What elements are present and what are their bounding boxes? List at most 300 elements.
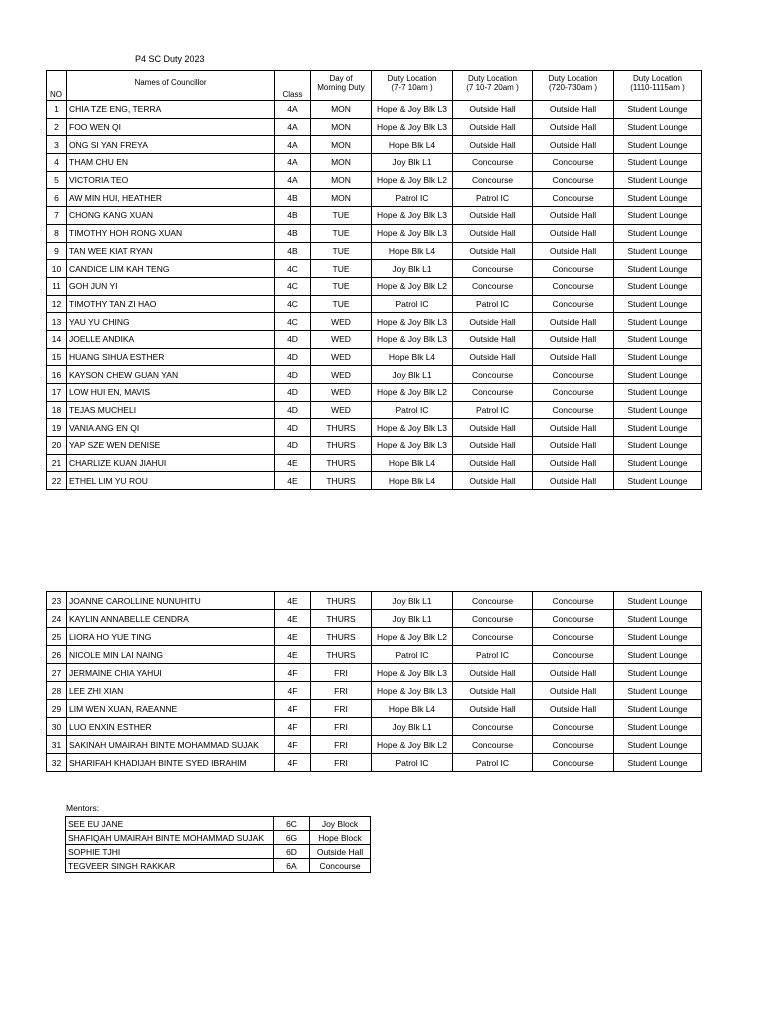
cell-name: AW MIN HUI, HEATHER [67,189,275,207]
cell-name: ETHEL LIM YU ROU [67,472,275,490]
cell-location-4: Student Lounge [614,646,702,664]
cell-location-3: Concourse [533,610,614,628]
cell-location-4: Student Lounge [614,295,702,313]
cell-no: 6 [47,189,67,207]
mentor-class: 6A [274,859,310,873]
cell-no: 31 [47,736,67,754]
cell-day: MON [311,154,372,172]
cell-day: THURS [311,646,372,664]
mentor-class: 6G [274,831,310,845]
cell-class: 4B [275,207,311,225]
cell-location-4: Student Lounge [614,171,702,189]
cell-no: 30 [47,718,67,736]
cell-name: JERMAINE CHIA YAHUI [67,664,275,682]
table-row [47,419,702,437]
mentor-name: SEE EU JANE [66,817,274,831]
cell-location-2: Outside Hall [453,207,533,225]
duty-table-part-2 [46,591,702,772]
cell-class: 4D [275,419,311,437]
header-location-4-line1: Duty Location [633,74,682,83]
cell-no: 19 [47,419,67,437]
cell-location-2: Outside Hall [453,472,533,490]
cell-location-3: Outside Hall [533,242,614,260]
cell-location-3: Concourse [533,295,614,313]
cell-class: 4F [275,664,311,682]
cell-location-4: Student Lounge [614,136,702,154]
cell-location-1: Hope & Joy Blk L3 [372,330,453,348]
cell-name: YAU YU CHING [67,313,275,331]
cell-location-2: Concourse [453,366,533,384]
cell-location-1: Hope & Joy Blk L2 [372,171,453,189]
cell-location-2: Patrol IC [453,646,533,664]
cell-location-4: Student Lounge [614,260,702,278]
cell-day: THURS [311,592,372,610]
cell-location-1: Hope & Joy Blk L3 [372,419,453,437]
cell-location-1: Hope Blk L4 [372,700,453,718]
cell-location-3: Concourse [533,754,614,772]
mentor-class: 6C [274,817,310,831]
cell-name: KAYSON CHEW GUAN YAN [67,366,275,384]
cell-location-3: Concourse [533,277,614,295]
cell-name: LOW HUI EN, MAVIS [67,384,275,402]
cell-no: 21 [47,454,67,472]
cell-no: 5 [47,171,67,189]
cell-no: 17 [47,384,67,402]
cell-day: MON [311,189,372,207]
cell-location-3: Concourse [533,736,614,754]
mentor-location: Joy Block [310,817,371,831]
cell-location-4: Student Lounge [614,348,702,366]
cell-class: 4B [275,224,311,242]
cell-name: SAKINAH UMAIRAH BINTE MOHAMMAD SUJAK [67,736,275,754]
cell-class: 4C [275,313,311,331]
table-row [47,348,702,366]
cell-location-2: Concourse [453,736,533,754]
table-row [47,330,702,348]
cell-location-3: Outside Hall [533,136,614,154]
cell-location-2: Concourse [453,277,533,295]
cell-location-1: Patrol IC [372,189,453,207]
cell-location-2: Concourse [453,154,533,172]
cell-location-1: Hope & Joy Blk L2 [372,628,453,646]
cell-day: MON [311,136,372,154]
cell-no: 1 [47,101,67,119]
cell-location-1: Hope & Joy Blk L3 [372,313,453,331]
cell-day: TUE [311,207,372,225]
table-row [47,718,702,736]
cell-name: CANDICE LIM KAH TENG [67,260,275,278]
cell-no: 3 [47,136,67,154]
cell-name: KAYLIN ANNABELLE CENDRA [67,610,275,628]
cell-no: 13 [47,313,67,331]
cell-class: 4A [275,171,311,189]
header-location-1-line1: Duty Location [387,74,437,83]
cell-day: FRI [311,682,372,700]
cell-location-3: Concourse [533,718,614,736]
mentors-label: Mentors: [66,803,100,813]
cell-day: MON [311,171,372,189]
cell-location-3: Outside Hall [533,419,614,437]
cell-no: 15 [47,348,67,366]
cell-class: 4F [275,718,311,736]
header-location-1 [372,71,453,101]
cell-no: 8 [47,224,67,242]
cell-location-2: Patrol IC [453,401,533,419]
cell-day: TUE [311,295,372,313]
cell-class: 4D [275,366,311,384]
cell-class: 4C [275,277,311,295]
cell-location-1: Hope & Joy Blk L3 [372,224,453,242]
table-row [47,189,702,207]
cell-day: THURS [311,437,372,455]
cell-day: THURS [311,419,372,437]
cell-no: 23 [47,592,67,610]
cell-no: 9 [47,242,67,260]
cell-location-4: Student Lounge [614,610,702,628]
table-row [47,366,702,384]
cell-location-2: Patrol IC [453,189,533,207]
cell-no: 16 [47,366,67,384]
cell-class: 4D [275,384,311,402]
cell-day: FRI [311,736,372,754]
cell-location-4: Student Lounge [614,277,702,295]
cell-no: 11 [47,277,67,295]
cell-location-3: Outside Hall [533,207,614,225]
cell-location-3: Outside Hall [533,700,614,718]
cell-day: TUE [311,224,372,242]
table-row [47,101,702,119]
cell-no: 27 [47,664,67,682]
cell-day: WED [311,401,372,419]
table-row [47,260,702,278]
cell-no: 29 [47,700,67,718]
cell-location-1: Hope & Joy Blk L2 [372,736,453,754]
cell-location-4: Student Lounge [614,437,702,455]
cell-location-4: Student Lounge [614,313,702,331]
cell-location-1: Hope Blk L4 [372,136,453,154]
cell-location-4: Student Lounge [614,242,702,260]
cell-name: TAN WEE KIAT RYAN [67,242,275,260]
table-row [47,154,702,172]
mentor-name: SOPHIE TJHI [66,845,274,859]
cell-no: 20 [47,437,67,455]
cell-location-2: Concourse [453,718,533,736]
cell-name: NICOLE MIN LAI NAING [67,646,275,664]
table-row [47,224,702,242]
cell-day: TUE [311,260,372,278]
cell-location-3: Outside Hall [533,664,614,682]
cell-no: 18 [47,401,67,419]
table-row [47,646,702,664]
mentor-row [66,831,371,845]
header-day-line2: Morning Duty [317,83,365,92]
cell-location-3: Outside Hall [533,454,614,472]
cell-location-4: Student Lounge [614,401,702,419]
cell-location-2: Outside Hall [453,330,533,348]
table-row [47,736,702,754]
cell-location-3: Outside Hall [533,472,614,490]
cell-class: 4E [275,610,311,628]
cell-location-2: Outside Hall [453,224,533,242]
cell-location-1: Hope & Joy Blk L3 [372,437,453,455]
cell-location-3: Outside Hall [533,348,614,366]
cell-day: FRI [311,700,372,718]
cell-name: JOANNE CAROLLINE NUNUHITU [67,592,275,610]
cell-location-4: Student Lounge [614,454,702,472]
cell-location-3: Concourse [533,628,614,646]
cell-name: VICTORIA TEO [67,171,275,189]
header-location-2-line2: (7 10-7 20am ) [466,83,519,92]
cell-location-4: Student Lounge [614,718,702,736]
mentor-row [66,817,371,831]
cell-name: LEE ZHI XIAN [67,682,275,700]
table-row [47,700,702,718]
cell-class: 4A [275,118,311,136]
cell-class: 4B [275,242,311,260]
cell-location-1: Hope & Joy Blk L3 [372,101,453,119]
cell-location-2: Concourse [453,628,533,646]
cell-location-2: Outside Hall [453,664,533,682]
table-row [47,472,702,490]
cell-location-2: Concourse [453,171,533,189]
cell-no: 25 [47,628,67,646]
table-row [47,628,702,646]
cell-name: THAM CHU EN [67,154,275,172]
table-row [47,277,702,295]
header-class: Class [275,71,311,101]
cell-class: 4E [275,454,311,472]
cell-location-2: Outside Hall [453,118,533,136]
mentor-location: Concourse [310,859,371,873]
cell-location-2: Patrol IC [453,295,533,313]
cell-class: 4F [275,700,311,718]
cell-location-4: Student Lounge [614,664,702,682]
cell-location-4: Student Lounge [614,754,702,772]
duty-table-part-1 [46,70,702,490]
cell-class: 4E [275,628,311,646]
mentor-name: SHAFIQAH UMAIRAH BINTE MOHAMMAD SUJAK [66,831,274,845]
cell-location-4: Student Lounge [614,700,702,718]
table-row [47,610,702,628]
cell-location-1: Joy Blk L1 [372,592,453,610]
cell-location-4: Student Lounge [614,419,702,437]
cell-location-3: Outside Hall [533,224,614,242]
table-row [47,682,702,700]
cell-location-1: Patrol IC [372,295,453,313]
cell-location-3: Outside Hall [533,101,614,119]
cell-location-4: Student Lounge [614,330,702,348]
cell-location-2: Concourse [453,260,533,278]
cell-day: FRI [311,718,372,736]
duty-table-body-2 [47,592,702,772]
cell-location-1: Hope Blk L4 [372,242,453,260]
cell-location-2: Outside Hall [453,437,533,455]
cell-location-2: Outside Hall [453,136,533,154]
cell-name: CHIA TZE ENG, TERRA [67,101,275,119]
header-location-3-line1: Duty Location [548,74,598,83]
cell-no: 26 [47,646,67,664]
cell-location-2: Outside Hall [453,101,533,119]
cell-name: VANIA ANG EN QI [67,419,275,437]
cell-location-2: Outside Hall [453,682,533,700]
cell-location-1: Hope Blk L4 [372,472,453,490]
cell-day: THURS [311,472,372,490]
cell-day: WED [311,348,372,366]
cell-class: 4A [275,154,311,172]
cell-name: TIMOTHY HOH RONG XUAN [67,224,275,242]
header-day-line1: Day of [329,74,353,83]
cell-no: 32 [47,754,67,772]
cell-class: 4E [275,646,311,664]
cell-location-3: Outside Hall [533,682,614,700]
duty-table-body-1 [47,101,702,490]
cell-name: HUANG SIHUA ESTHER [67,348,275,366]
cell-name: ONG SI YAN FREYA [67,136,275,154]
cell-class: 4A [275,136,311,154]
cell-location-3: Outside Hall [533,330,614,348]
cell-class: 4F [275,754,311,772]
cell-location-4: Student Lounge [614,736,702,754]
cell-no: 28 [47,682,67,700]
header-location-2-line1: Duty Location [468,74,517,83]
mentor-row [66,859,371,873]
cell-location-4: Student Lounge [614,628,702,646]
cell-location-4: Student Lounge [614,207,702,225]
cell-day: TUE [311,242,372,260]
mentor-location: Outside Hall [310,845,371,859]
mentors-table-body [66,817,371,873]
cell-location-1: Patrol IC [372,401,453,419]
table-row [47,207,702,225]
cell-name: JOELLE ANDIKA [67,330,275,348]
cell-location-2: Concourse [453,610,533,628]
cell-location-1: Joy Blk L1 [372,718,453,736]
cell-location-3: Concourse [533,646,614,664]
cell-class: 4D [275,437,311,455]
cell-no: 14 [47,330,67,348]
cell-location-2: Patrol IC [453,754,533,772]
cell-class: 4D [275,330,311,348]
cell-location-1: Hope & Joy Blk L3 [372,207,453,225]
cell-location-1: Patrol IC [372,754,453,772]
cell-location-1: Hope & Joy Blk L3 [372,682,453,700]
cell-location-4: Student Lounge [614,472,702,490]
cell-no: 22 [47,472,67,490]
cell-location-3: Concourse [533,366,614,384]
cell-no: 4 [47,154,67,172]
header-location-2 [453,71,533,101]
cell-location-4: Student Lounge [614,366,702,384]
cell-day: FRI [311,664,372,682]
cell-day: WED [311,366,372,384]
cell-name: TEJAS MUCHELI [67,401,275,419]
cell-no: 7 [47,207,67,225]
table-row [47,136,702,154]
cell-location-2: Outside Hall [453,348,533,366]
cell-day: FRI [311,754,372,772]
cell-location-2: Outside Hall [453,454,533,472]
cell-name: TIMOTHY TAN ZI HAO [67,295,275,313]
cell-class: 4F [275,736,311,754]
page-title: P4 SC Duty 2023 [135,54,205,64]
header-location-3-line2: (720-730am ) [548,83,598,92]
cell-class: 4A [275,101,311,119]
table-row [47,754,702,772]
table-row [47,401,702,419]
cell-location-2: Concourse [453,384,533,402]
cell-location-1: Hope & Joy Blk L2 [372,277,453,295]
cell-name: LUO ENXIN ESTHER [67,718,275,736]
mentor-class: 6D [274,845,310,859]
table-row [47,295,702,313]
cell-location-2: Outside Hall [453,419,533,437]
table-row [47,384,702,402]
cell-location-4: Student Lounge [614,224,702,242]
cell-name: CHARLIZE KUAN JIAHUI [67,454,275,472]
header-location-4 [614,71,702,101]
cell-location-1: Joy Blk L1 [372,154,453,172]
cell-location-3: Concourse [533,171,614,189]
cell-day: WED [311,384,372,402]
cell-location-1: Hope Blk L4 [372,454,453,472]
cell-location-4: Student Lounge [614,189,702,207]
cell-class: 4D [275,401,311,419]
cell-location-1: Hope & Joy Blk L3 [372,118,453,136]
cell-location-1: Hope Blk L4 [372,348,453,366]
table-row [47,242,702,260]
cell-day: TUE [311,277,372,295]
table-row [47,592,702,610]
cell-location-4: Student Lounge [614,592,702,610]
cell-name: GOH JUN YI [67,277,275,295]
header-names: Names of Councillor [67,71,275,101]
cell-location-3: Outside Hall [533,118,614,136]
cell-class: 4E [275,592,311,610]
header-location-4-line2: (1110-1115am ) [630,83,685,92]
header-day [311,71,372,101]
cell-name: YAP SZE WEN DENISE [67,437,275,455]
cell-location-2: Concourse [453,592,533,610]
cell-day: WED [311,313,372,331]
cell-location-3: Outside Hall [533,437,614,455]
cell-location-4: Student Lounge [614,101,702,119]
cell-location-4: Student Lounge [614,118,702,136]
cell-location-3: Concourse [533,384,614,402]
cell-location-3: Concourse [533,401,614,419]
cell-day: MON [311,118,372,136]
cell-class: 4C [275,260,311,278]
cell-location-4: Student Lounge [614,154,702,172]
cell-location-2: Outside Hall [453,242,533,260]
cell-day: THURS [311,610,372,628]
cell-name: FOO WEN QI [67,118,275,136]
mentor-location: Hope Block [310,831,371,845]
cell-class: 4C [275,295,311,313]
cell-class: 4F [275,682,311,700]
header-location-3 [533,71,614,101]
cell-day: THURS [311,628,372,646]
mentor-row [66,845,371,859]
cell-name: SHARIFAH KHADIJAH BINTE SYED IBRAHIM [67,754,275,772]
cell-location-4: Student Lounge [614,384,702,402]
cell-no: 24 [47,610,67,628]
cell-name: LIORA HO YUE TING [67,628,275,646]
cell-day: THURS [311,454,372,472]
mentor-name: TEGVEER SINGH RAKKAR [66,859,274,873]
table-row [47,118,702,136]
header-no: NO [47,71,67,101]
cell-location-3: Outside Hall [533,313,614,331]
